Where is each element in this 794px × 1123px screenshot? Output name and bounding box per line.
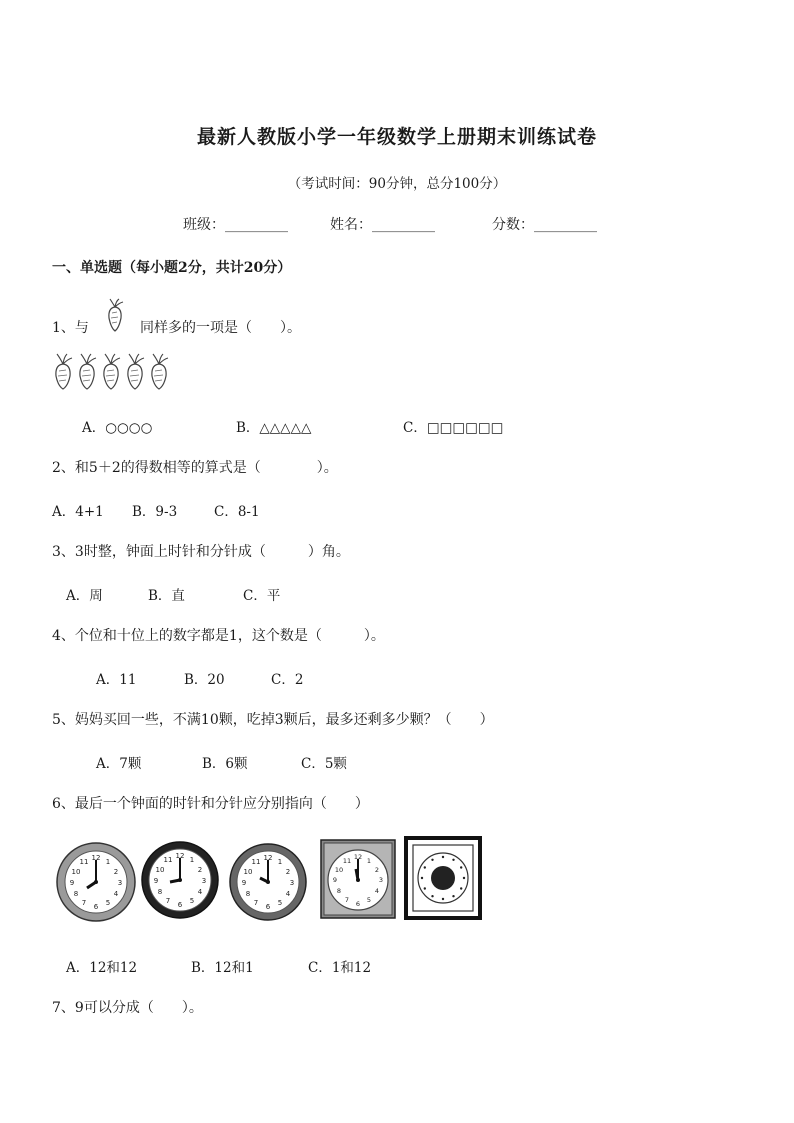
q5-option-c[interactable]: C．5颗 xyxy=(301,756,347,772)
svg-text:6: 6 xyxy=(355,900,361,908)
svg-text:4: 4 xyxy=(374,887,380,895)
svg-text:3: 3 xyxy=(201,877,207,885)
q1-option-a[interactable]: A．○○○○ xyxy=(82,420,153,436)
svg-text:11: 11 xyxy=(251,858,261,866)
clock-icon xyxy=(406,838,480,918)
question-3-text: 3、3时整，钟面上时针和分针成（ ）角。 xyxy=(52,544,350,560)
svg-text:2: 2 xyxy=(197,866,203,874)
question-4-text: 4、个位和十位上的数字都是1，这个数是（ ）。 xyxy=(52,628,385,644)
svg-text:3: 3 xyxy=(117,879,123,887)
svg-text:10: 10 xyxy=(155,866,165,874)
svg-text:5: 5 xyxy=(366,896,372,904)
question-7-text: 7、9可以分成（ ）。 xyxy=(52,1000,203,1016)
svg-text:2: 2 xyxy=(374,866,380,874)
svg-text:12: 12 xyxy=(263,854,273,862)
carrot-icon xyxy=(104,298,126,332)
svg-text:6: 6 xyxy=(93,903,99,911)
svg-text:3: 3 xyxy=(378,876,384,884)
q3-option-b[interactable]: B．直 xyxy=(148,588,185,604)
score-field[interactable]: 分数：_________ xyxy=(492,217,597,233)
name-field[interactable]: 姓名：_________ xyxy=(330,217,435,233)
svg-text:4: 4 xyxy=(197,888,203,896)
q2-option-c[interactable]: C．8-1 xyxy=(214,504,260,520)
svg-text:11: 11 xyxy=(163,856,173,864)
section-heading: 一、单选题（每小题2分，共计20分） xyxy=(52,260,292,276)
question-5-text: 5、妈妈买回一些，不满10颗，吃掉3颗后，最多还剩多少颗？（ ） xyxy=(52,712,494,728)
clock-icon xyxy=(230,844,306,920)
q3-option-c[interactable]: C．平 xyxy=(243,588,281,604)
carrot-icon xyxy=(124,352,147,390)
svg-text:8: 8 xyxy=(245,890,251,898)
svg-text:11: 11 xyxy=(79,858,89,866)
svg-text:4: 4 xyxy=(285,890,291,898)
q5-option-a[interactable]: A．7颗 xyxy=(96,756,142,772)
svg-text:5: 5 xyxy=(277,899,283,907)
svg-text:7: 7 xyxy=(344,896,350,904)
svg-text:6: 6 xyxy=(177,901,183,909)
q1-option-b[interactable]: B．△△△△△ xyxy=(236,420,312,436)
svg-text:7: 7 xyxy=(81,899,87,907)
svg-text:8: 8 xyxy=(157,888,163,896)
svg-text:1: 1 xyxy=(189,856,195,864)
class-field[interactable]: 班级：_________ xyxy=(183,217,288,233)
svg-text:7: 7 xyxy=(165,897,171,905)
question-1-text: 同样多的一项是（ ）。 xyxy=(140,320,301,336)
q6-option-b[interactable]: B．12和1 xyxy=(191,960,254,976)
question-2-text: 2、和5＋2的得数相等的算式是（ ）。 xyxy=(52,460,338,476)
q2-option-a[interactable]: A．4+1 xyxy=(52,504,104,520)
svg-text:1: 1 xyxy=(105,858,111,866)
q5-option-b[interactable]: B．6颗 xyxy=(202,756,248,772)
carrot-icon xyxy=(52,352,75,390)
svg-text:4: 4 xyxy=(113,890,119,898)
svg-text:5: 5 xyxy=(105,899,111,907)
svg-text:10: 10 xyxy=(243,868,253,876)
page-title: 最新人教版小学一年级数学上册期末训练试卷 xyxy=(196,126,597,148)
svg-text:9: 9 xyxy=(241,879,247,887)
question-1-prefix: 1、与 xyxy=(52,320,89,336)
svg-text:12: 12 xyxy=(91,854,101,862)
svg-text:2: 2 xyxy=(285,868,291,876)
svg-text:10: 10 xyxy=(71,868,81,876)
svg-text:8: 8 xyxy=(336,887,342,895)
svg-text:12: 12 xyxy=(353,853,363,861)
svg-text:12: 12 xyxy=(175,852,185,860)
svg-text:9: 9 xyxy=(153,877,159,885)
svg-text:2: 2 xyxy=(113,868,119,876)
svg-text:1: 1 xyxy=(366,857,372,865)
q6-option-a[interactable]: A．12和12 xyxy=(66,960,138,976)
carrot-icon xyxy=(76,352,99,390)
clock-icon xyxy=(321,840,395,918)
svg-text:6: 6 xyxy=(265,903,271,911)
svg-text:10: 10 xyxy=(334,866,344,874)
svg-text:8: 8 xyxy=(73,890,79,898)
carrot-group xyxy=(52,352,171,390)
clock-icon xyxy=(57,843,135,921)
clock-sequence xyxy=(54,836,494,926)
svg-text:9: 9 xyxy=(332,876,338,884)
q4-option-b[interactable]: B．20 xyxy=(184,672,225,688)
clock-icon xyxy=(142,842,218,918)
svg-text:11: 11 xyxy=(342,857,352,865)
q6-option-c[interactable]: C．1和12 xyxy=(308,960,372,976)
question-6-text: 6、最后一个钟面的时针和分针应分别指向（ ） xyxy=(52,796,369,812)
q2-option-b[interactable]: B．9-3 xyxy=(132,504,178,520)
exam-subtitle: （考试时间：90分钟，总分100分） xyxy=(287,176,507,192)
q1-option-c[interactable]: C．□□□□□□ xyxy=(403,420,504,436)
svg-text:1: 1 xyxy=(277,858,283,866)
q4-option-c[interactable]: C．2 xyxy=(271,672,304,688)
q4-option-a[interactable]: A．11 xyxy=(96,672,137,688)
carrot-icon xyxy=(100,352,123,390)
svg-text:3: 3 xyxy=(289,879,295,887)
carrot-icon xyxy=(148,352,171,390)
svg-text:9: 9 xyxy=(69,879,75,887)
svg-text:5: 5 xyxy=(189,897,195,905)
svg-text:7: 7 xyxy=(253,899,259,907)
q3-option-a[interactable]: A．周 xyxy=(66,588,103,604)
